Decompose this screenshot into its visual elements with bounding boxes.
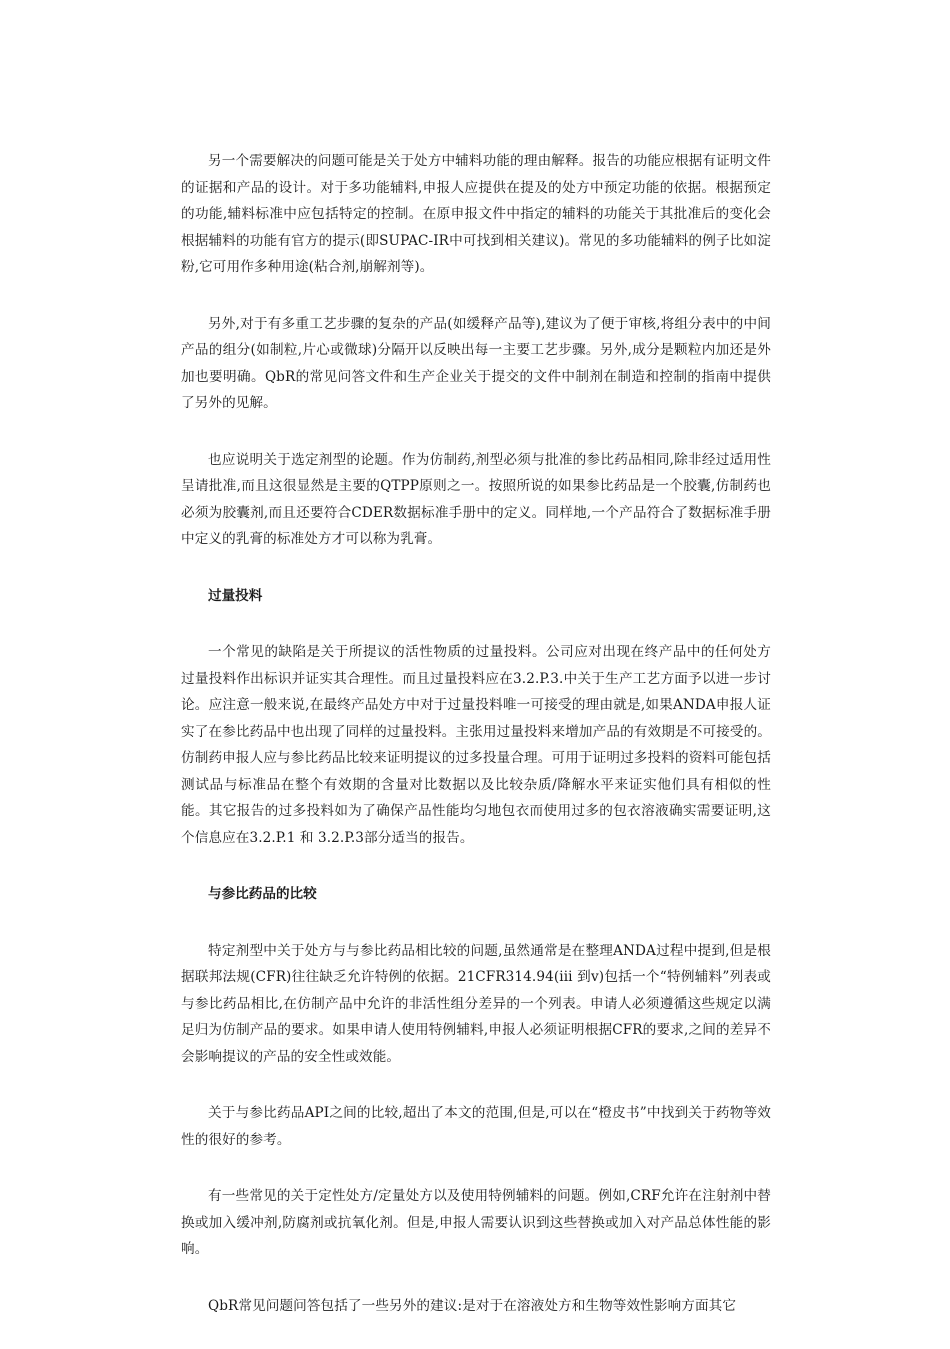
- paragraph-qbr-suggestions: QbR常见问题问答包括了一些另外的建议:是对于在溶液处方和生物等效性影响方面其它: [208, 1297, 737, 1314]
- heading-rld-comparison: 与参比药品的比较: [208, 886, 317, 902]
- paragraph-dosage-form: 也应说明关于选定剂型的论题。作为仿制药,剂型必须与批准的参比药品相同,除非经过适用性呈请批准,而且这很显然是主要的QTPP原则之一。按照所说的如果参比药品是一个胶囊,仿制药也必须为胶囊剂,而且还要符合CDER数据标准手册中的定义。同样地,一个产品符合了数据标准手册中定义的乳膏的标准处方才可以称为乳膏。: [181, 451, 771, 547]
- paragraph-excipient-function: 另一个需要解决的问题可能是关于处方中辅料功能的理由解释。报告的功能应根据有证明文件的证据和产品的设计。对于多功能辅料,申报人应提供在提及的处方中预定功能的依据。根据预定的功能,辅料标准中应包括特定的控制。在原申报文件中指定的辅料的功能关于其批准后的变化会根据辅料的功能有官方的提示(即SUPAC-IR中可找到相关建议)。常见的多功能辅料的例子比如淀粉,它可用作多种用途(粘合剂,崩解剂等)。: [181, 153, 771, 275]
- document-page: [181, 148, 771, 1349]
- paragraph-complex-products: 另外,对于有多重工艺步骤的复杂的产品(如缓释产品等),建议为了便于审核,将组分表中的中间产品的组分(如制粒,片心或微球)分隔开以反映出每一主要工艺步骤。另外,成分是颗粒内加还是外加也要明确。QbR的常见问答文件和生产企业关于提交的文件中制剂在制造和控制的指南中提供了另外的见解。: [181, 315, 771, 411]
- paragraph-overage: 一个常见的缺陷是关于所提议的活性物质的过量投料。公司应对出现在终产品中的任何处方 过量投料作出标识并证实其合理性。而且过量投料应在3.2.P.3.中关于生产工艺方面予以进一步讨论。应注意一般来说,在最终产品处方中对于过量投料唯一可接受的理由就是,如果ANDA申报人证实了在参比药品中也出现了同样的过量投料。主张用过量投料来增加产品的有效期是不可接受的。仿制药申报人应与参比药品比较来证明提议的过多投量合理。可用于证明过多投料的资料可能包括测试品与标准品在整个有效期的含量对比数据以及比较杂质/降解水平来证实他们具有相似的性能。其它报告的过多投料如为了确保产品性能均匀地包衣而使用过多的包衣溶液确实需要证明,这个信息应在3.2.P.1 和 3.2.P.3部分适当的报告。: [181, 644, 771, 846]
- heading-overage: 过量投料: [208, 587, 263, 604]
- paragraph-exception-excipients: 有一些常见的关于定性处方/定量处方以及使用特例辅料的问题。例如,CRF允许在注射剂中替换或加入缓冲剂,防腐剂或抗氧化剂。但是,申报人需要认识到这些替换或加入对产品总体性能的影响。: [181, 1188, 771, 1257]
- paragraph-api-comparison: 关于与参比药品API之间的比较,超出了本文的范围,但是,可以在“橙皮书”中找到关于药物等效性的很好的参考。: [181, 1105, 771, 1148]
- paragraph-formulation-comparison: 特定剂型中关于处方与与参比药品相比较的问题,虽然通常是在整理ANDA过程中提到,但是根据联邦法规(CFR)往往缺乏允许特例的依据。21CFR314.94(iii 到v)包括一个“特例辅料”列表或与参比药品相比,在仿制产品中允许的非活性组分差异的一个列表。申请人必须遵循这些规定以满足归为仿制产品的要求。如果申请人使用特例辅料,申报人必须证明根据CFR的要求,之间的差异不会影响提议的产品的安全性或效能。: [181, 942, 771, 1065]
